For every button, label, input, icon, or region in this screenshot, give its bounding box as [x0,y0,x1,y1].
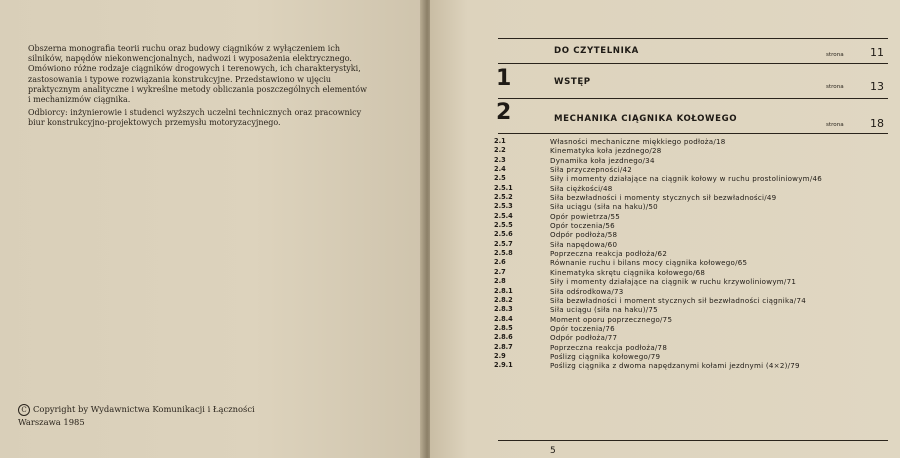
entry-number: 2.5.1 [494,183,513,192]
entry-number: 2.9 [494,351,506,360]
entry-title: Siła ciężkości/48 [550,183,613,193]
entry-title: Siła odśrodkowa/73 [550,286,624,296]
entry-title: Siła napędowa/60 [550,239,618,249]
page-label: strona [826,84,844,90]
toc-entry [430,333,900,342]
toc-entry [430,202,900,211]
toc-entry [430,156,900,165]
toc-entry [430,165,900,174]
entry-title: Poprzeczna reakcja podłoża/62 [550,249,668,259]
copyright-symbol: C [18,404,30,416]
entry-number: 2.5.8 [494,249,513,258]
toc-entry [430,240,900,249]
entry-number: 2.5.5 [494,221,513,230]
toc-entry [430,315,900,324]
toc-entry [430,352,900,361]
toc-entry [430,193,900,202]
toc-entry [430,268,900,277]
entry-number: 2.5.2 [494,193,513,202]
entry-title: Kinematyka koła jezdnego/28 [550,146,662,156]
toc-entry [430,146,900,155]
entry-title: Poślizg ciągnika z dwoma napędzanymi kołami jezdnymi (4×2)/79 [550,361,800,371]
entry-title: Siła bezwładności i momenty stycznych sił bezwładności/49 [550,193,777,203]
description-paragraph: Obszerna monografia teorii ruchu oraz budowy ciągników z wyłączeniem ich silników, napędów niekonwencjonalnych, nadwozi i wyposażenia elektrycznego. Omówiono różne rodzaje ciągników drogowych i terenowych, ich charakterystyki, zastosowania i typowe rozwiązania konstrukcyjne. Przedstawiono w ujęciu praktycznym analityczne i wykreślne metody obliczania poszczególnych elementów i mechanizmów ciągnika. [28,44,367,105]
book-description [28,44,368,132]
entry-number: 2.8.1 [494,286,513,295]
page-number: 5 [550,446,556,456]
toc-entry [430,287,900,296]
entry-number: 2.8.5 [494,323,513,332]
entry-title: Poprzeczna reakcja podłoża/78 [550,342,668,352]
entry-title: Siły i momenty działające na ciągnik kołowy w ruchu prostoliniowym/46 [550,174,822,184]
chapter-title: DO CZYTELNIKA [554,46,639,56]
entry-number: 2.5.7 [494,239,513,248]
chapter-title: MECHANIKA CIĄGNIKA KOŁOWEGO [554,114,738,124]
entry-number: 2.8.3 [494,305,513,314]
page-label: strona [826,122,844,128]
toc-entry [430,249,900,258]
entry-number: 2.2 [494,146,506,155]
entry-number: 2.6 [494,258,506,267]
left-page [0,0,424,458]
chapter-number: 1 [496,66,512,91]
toc-entry [430,343,900,352]
entry-number: 2.7 [494,267,506,276]
entry-title: Siły i momenty działające na ciągnik w ruchu krzywoliniowym/71 [550,277,797,287]
entry-title: Kinematyka skrętu ciągnika kołowego/68 [550,267,706,277]
entry-title: Dynamika koła jezdnego/34 [550,155,655,165]
rule [498,98,888,99]
chapter-title: WSTĘP [554,77,591,87]
toc-entry [430,230,900,239]
toc-entry [430,137,900,146]
toc-entry [430,221,900,230]
toc-entry [430,277,900,286]
right-page [430,0,900,458]
rule [498,440,888,441]
entry-number: 2.8.7 [494,342,513,351]
chapter-page: 18 [870,117,884,130]
entry-number: 2.8 [494,277,506,286]
toc-entry [430,174,900,183]
entry-title: Siła bezwładności i moment stycznych sił bezwładności ciągnika/74 [550,295,806,305]
rule [498,63,888,64]
toc-entry [430,305,900,314]
entry-number: 2.5.4 [494,211,513,220]
entry-number: 2.5.3 [494,202,513,211]
entry-number: 2.1 [494,137,506,145]
copyright-text: Copyright by Wydawnictwa Komunikacji i Łączności [33,404,255,414]
toc-entry [430,361,900,370]
toc-entry [430,324,900,333]
entry-title: Opór toczenia/56 [550,221,615,231]
entry-title: Opór toczenia/76 [550,323,615,333]
entry-title: Odpór podłoża/77 [550,333,618,343]
toc-entry [430,184,900,193]
entry-number: 2.4 [494,165,506,174]
entry-number: 2.8.6 [494,333,513,342]
entry-number: 2.3 [494,155,506,164]
entry-title: Równanie ruchu i bilans mocy ciągnika kołowego/65 [550,258,748,268]
rule [498,38,888,39]
toc-entry [430,212,900,221]
entry-number: 2.8.2 [494,295,513,304]
chapter-number: 2 [496,100,512,125]
entry-number: 2.5.6 [494,230,513,239]
entry-title: Własności mechaniczne miękkiego podłoża/18 [550,137,726,146]
audience-paragraph: Odbiorcy: inżynierowie i studenci wyższych uczelni technicznych oraz pracownicy biur konstrukcyjno-projektowych przemysłu motoryzacyjnego. [28,108,362,128]
rule [498,133,888,134]
entry-title: Siła uciągu (siła na haku)/75 [550,305,658,315]
toc-entry [430,258,900,267]
chapter-page: 11 [870,46,884,59]
chapter-page: 13 [870,80,884,93]
entry-title: Siła przyczepności/42 [550,165,632,175]
place-year: Warszawa 1985 [18,416,85,427]
entry-title: Odpór podłoża/58 [550,230,618,240]
entry-number: 2.5 [494,174,506,183]
entry-title: Siła uciągu (siła na haku)/50 [550,202,658,212]
copyright-block [18,403,255,428]
entry-title: Moment oporu poprzecznego/75 [550,314,673,324]
entry-number: 2.9.1 [494,361,513,370]
table-of-contents [430,137,900,371]
entry-title: Opór powietrza/55 [550,211,621,221]
entry-number: 2.8.4 [494,314,513,323]
entry-title: Poślizg ciągnika kołowego/79 [550,351,661,361]
page-label: strona [826,52,844,58]
toc-entry [430,296,900,305]
